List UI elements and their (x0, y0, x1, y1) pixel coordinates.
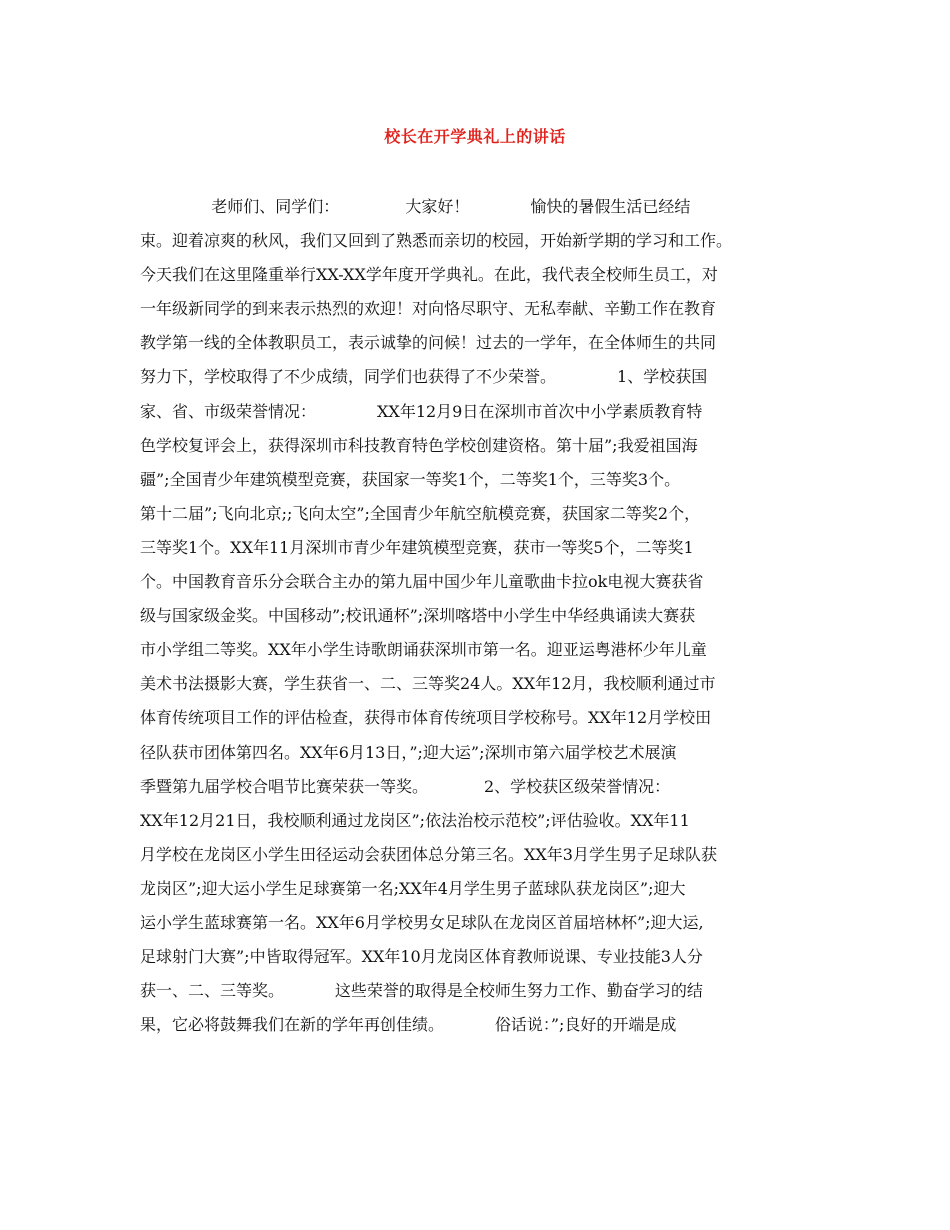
body-line: 一年级新同学的到来表示热烈的欢迎！对向恪尽职守、无私奉献、辛勤工作在教育 (140, 299, 717, 319)
body-line: 教学第一线的全体教职员工，表示诚挚的问候！过去的一学年，在全体师生的共同 (140, 333, 717, 353)
document-body (140, 190, 812, 1042)
body-line: 今天我们在这里隆重举行XX-XX学年度开学典礼。在此，我代表全校师生员工，对 (140, 265, 718, 285)
body-line: 束。迎着凉爽的秋风，我们又回到了熟悉而亲切的校园，开始新学期的学习和工作。 (140, 231, 733, 251)
body-line: XX年12月21日，我校顺利通过龙岗区”;依法治校示范校”;评估验收。XX年11 (140, 810, 690, 830)
body-line: 足球射门大赛”;中皆取得冠军。XX年10月龙岗区体育教师说课、专业技能3人分 (140, 947, 703, 967)
body-line: 径队获市团体第四名。XX年6月13日，”;迎大运”;深圳市第六届学校艺术展演 (140, 742, 677, 762)
body-line: 老师们、同学们： 大家好！ 愉快的暑假生活已经结 (140, 197, 691, 216)
body-line: 月学校在龙岗区小学生田径运动会获团体总分第三名。XX年3月学生男子足球队获 (140, 844, 717, 864)
body-line: 美术书法摄影大赛，学生获省一、二、三等奖24人。XX年12月，我校顺利通过市 (140, 674, 716, 694)
body-line: 第十二届”;飞向北京;;飞向太空”;全国青少年航空航模竞赛，获国家二等奖2个， (140, 503, 701, 523)
body-line: 家、省、市级荣誉情况： XX年12月9日在深圳市首次中小学素质教育特 (140, 401, 703, 421)
body-line: 获一、二、三等奖。 这些荣誉的取得是全校师生努力工作、勤奋学习的结 (140, 981, 703, 1001)
body-line: 龙岗区”;迎大运小学生足球赛第一名;XX年4月学生男子蓝球队获龙岗区”;迎大 (140, 878, 686, 898)
body-line: 市小学组二等奖。XX年小学生诗歌朗诵获深圳市第一名。迎亚运粤港杯少年儿童 (140, 640, 707, 660)
body-line: 果，它必将鼓舞我们在新的学年再创佳绩。 俗话说：”;良好的开端是成 (140, 1015, 677, 1035)
body-line: 体育传统项目工作的评估检查，获得市体育传统项目学校称号。XX年12月学校田 (140, 708, 712, 728)
body-line: 努力下，学校取得了不少成绩，同学们也获得了不少荣誉。 1、学校获国 (140, 367, 708, 387)
body-line: 级与国家级金奖。中国移动”;校讯通杯”;深圳喀塔中小学生中华经典诵读大赛获 (140, 606, 696, 626)
body-line: 三等奖1个。XX年11月深圳市青少年建筑模型竞赛，获市一等奖5个，二等奖1 (140, 537, 694, 557)
body-line: 运小学生蓝球赛第一名。XX年6月学校男女足球队在龙岗区首届培林杯”;迎大运, (140, 912, 704, 932)
body-line: 季暨第九届学校合唱节比赛荣获一等奖。 2、学校获区级荣誉情况： (140, 776, 671, 796)
document-title: 校长在开学典礼上的讲话 (384, 127, 566, 146)
body-line: 疆”;全国青少年建筑模型竞赛，获国家一等奖1个，二等奖1个，三等奖3个。 (140, 469, 681, 489)
body-line: 个。中国教育音乐分会联合主办的第九届中国少年儿童歌曲卡拉ok电视大赛获省 (140, 572, 704, 592)
body-line: 色学校复评会上，获得深圳市科技教育特色学校创建资格。第十届”;我爱祖国海 (140, 435, 698, 455)
